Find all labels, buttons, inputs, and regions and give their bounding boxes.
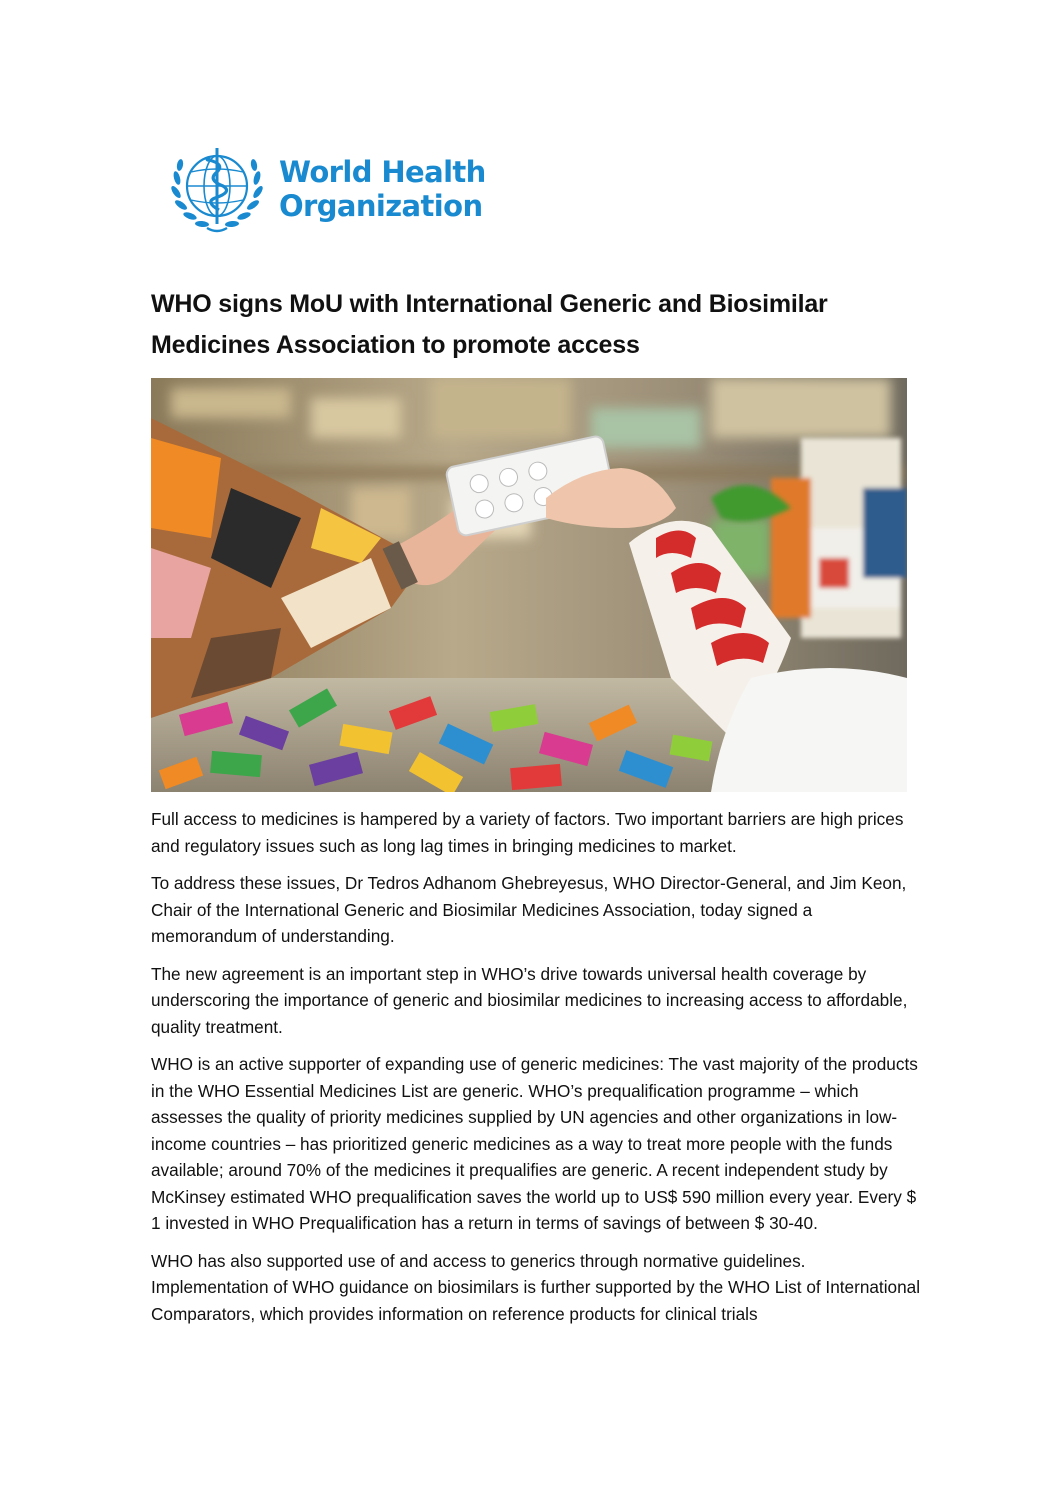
article-title: WHO signs MoU with International Generic and Biosimilar Medicines Association to promote access [151,290,828,359]
who-emblem-icon [163,138,271,240]
paragraph-1: Full access to medicines is hampered by a variety of factors. Two important barriers are high prices and regulatory issues such as long lag times in bringing medicines to market. [151,809,904,856]
paragraph-3: The new agreement is an important step in WHO’s drive towards universal health coverage by underscoring the importance of generic and biosimilar medicines to increasing access to affordable, quality treatment. [151,963,908,1037]
pharmacy-photo-icon [151,378,907,792]
paragraph-4: WHO is an active supporter of expanding use of generic medicines: The vast majority of the products in the WHO Essential Medicines List are generic. WHO’s prequalification programme – which assesses the quality of priority medicines supplied by UN agencies and other organizations in low-income countries – has prioritized generic medicines as a way to treat more people with the funds available; around 70% of the medicines it prequalifies are generic. A recent independent study by McKinsey estimated WHO prequalification saves the world up to US$ 590 million every year. Every $ 1 invested in WHO Prequalification has a return in terms of savings of between $ 30-40. [151,1054,918,1233]
article-body [151,806,921,1338]
article-photo [151,378,907,792]
paragraph-2: To address these issues, Dr Tedros Adhanom Ghebreyesus, WHO Director-General, and Jim Keon, Chair of the International Generic and Biosimilar Medicines Association, today signed a memorandum of understanding. [151,873,907,946]
logo-wordmark [279,155,486,223]
who-logo [163,138,493,240]
logo-line-2: Organization [279,189,483,223]
paragraph-5: WHO has also supported use of and access to generics through normative guidelines. Implementation of WHO guidance on biosimilars is further supported by the WHO List of International Comparators, which provides information on reference products for clinical trials [151,1250,921,1324]
logo-line-1: World Health [279,155,486,189]
